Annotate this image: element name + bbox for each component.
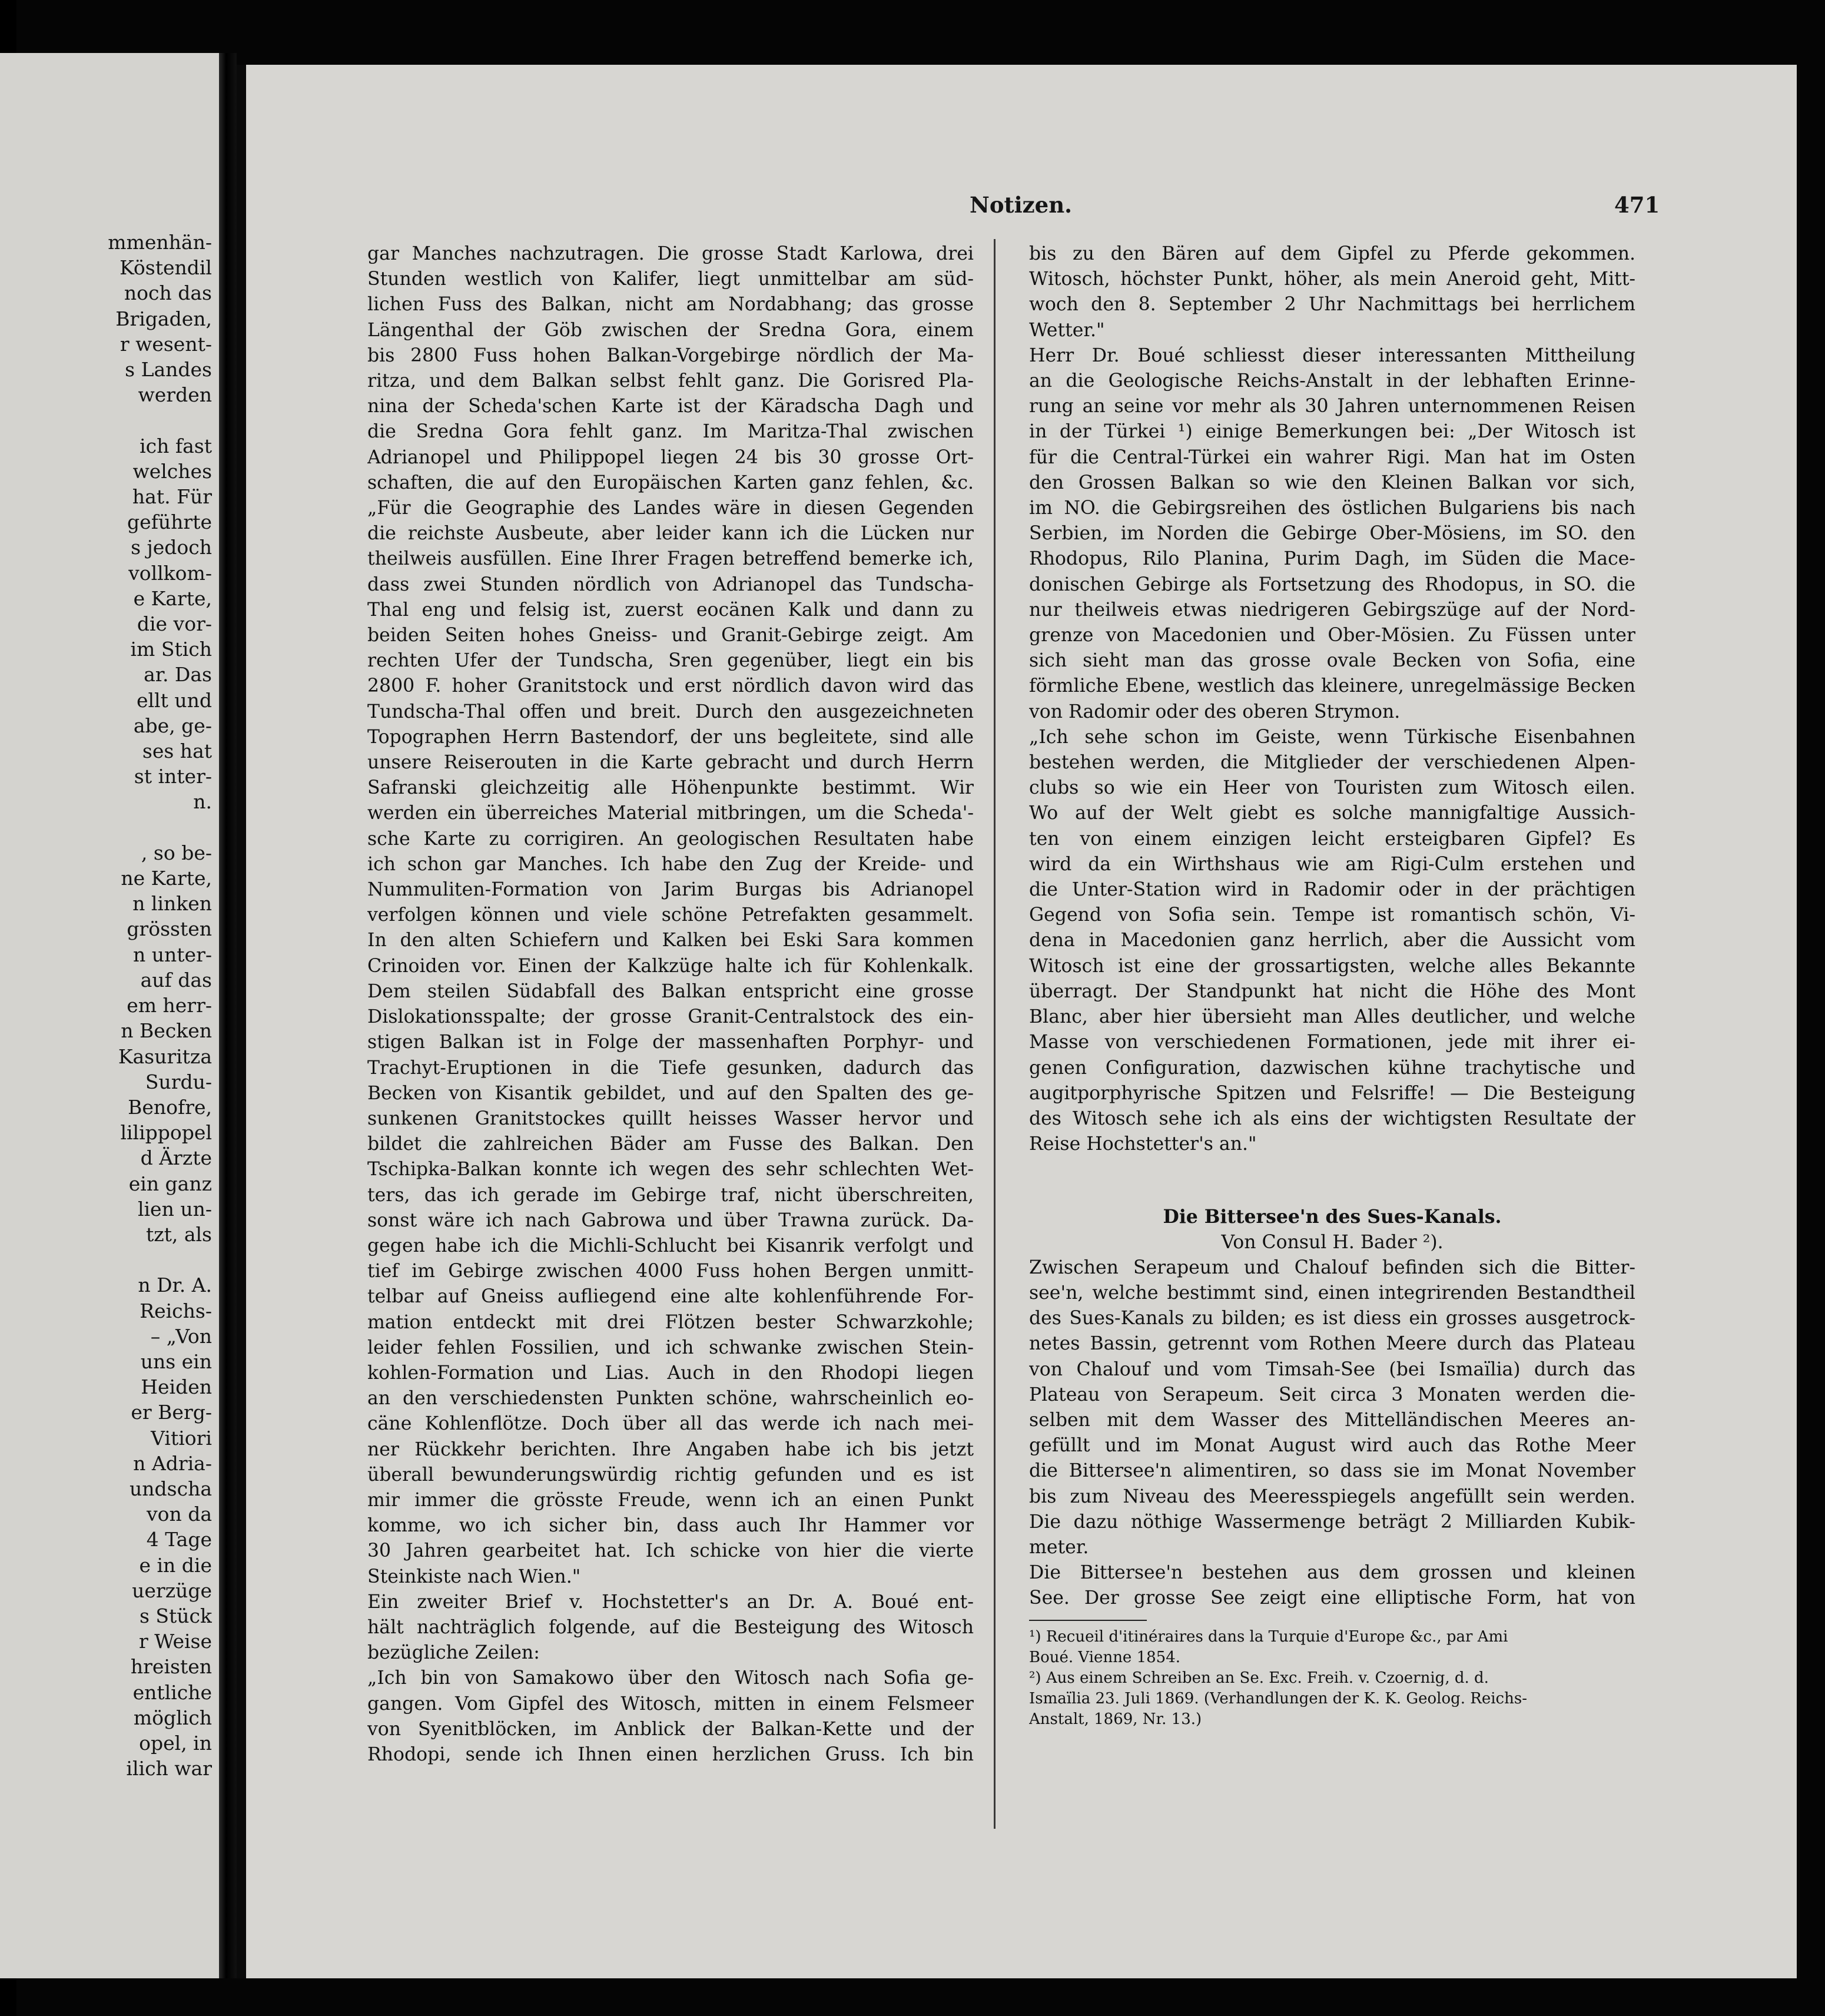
text-line: von Syenitblöcken, im Anblick der Balkan-Kette und der [367,1718,974,1740]
footnote-rule [1029,1620,1147,1621]
text-line: stigen Balkan ist in Folge der massenhaften Porphyr- und [367,1032,974,1053]
text-line: Zwischen Serapeum und Chalouf befinden sich die Bitter- [1029,1256,1635,1278]
text-line: Rhodopi, sende ich Ihnen einen herzlichen Gruss. Ich bin [367,1743,974,1765]
text-line: bildet die zahlreichen Bäder am Fusse des Balkan. Den [367,1133,974,1155]
facing-page-line: lilippopel [120,1121,212,1145]
footnote-line: Ismaïlia 23. Juli 1869. (Verhandlungen der K. K. Geolog. Reichs- [1029,1689,1527,1707]
text-line: gar Manches nachzutragen. Die grosse Stadt Karlowa, drei [367,243,974,264]
facing-page-line: hat. Für [132,485,212,509]
facing-page-line: n unter- [133,943,212,966]
facing-page-line: hreisten [130,1655,212,1679]
facing-page-line: er Berg- [131,1401,212,1424]
facing-page-line: im Stich [130,638,212,661]
facing-page-line: d Ärzte [140,1146,212,1170]
text-line: See. Der grosse See zeigt eine elliptische Form, hat von [1029,1587,1635,1609]
text-line: bezügliche Zeilen: [367,1642,540,1664]
text-line: die reichste Ausbeute, aber leider kann ich die Lücken nur [367,523,974,545]
document-page [237,65,1797,1978]
text-line: clubs so wie ein Heer von Touristen zum Witosch eilen. [1029,777,1635,799]
text-line: verfolgen können und viele schöne Petrefakten gesammelt. [367,904,974,926]
facing-page-line: tzt, als [145,1222,212,1246]
facing-page-line: uns ein [140,1349,212,1373]
text-line: Blanc, aber hier übersieht man Alles deutlicher, und welche [1029,1006,1635,1028]
text-line: Wo auf der Welt giebt es solche mannigfaltige Aussich- [1029,803,1635,824]
facing-page-line: ilich war [126,1757,212,1780]
facing-page-line: s jedoch [131,536,212,559]
facing-page-line: mmenhän- [108,231,212,254]
footnotes [1029,1627,1635,1730]
footnote-line: ¹) Recueil d'itinéraires dans la Turquie d'Europe &c., par Ami [1029,1627,1508,1646]
text-line: lichen Fuss des Balkan, nicht am Nordabhang; das grosse [367,294,974,316]
text-line: gangen. Vom Gipfel des Witosch, mitten in einem Felsmeer [367,1693,974,1715]
facing-page-line [0,815,212,840]
text-line: rechten Ufer der Tundscha, Sren gegenüber, liegt ein bis [367,650,974,672]
facing-page-line: uerzüge [132,1579,212,1602]
facing-page-line: die vor- [137,612,212,636]
facing-page-line: 4 Tage [146,1528,212,1551]
text-line: an die Geologische Reichs-Anstalt in der lebhaften Erinne- [1029,370,1635,392]
facing-page-line: n linken [132,892,212,916]
text-line: die Sredna Gora fehlt ganz. Im Maritza-Thal zwischen [367,421,974,443]
text-line: von Radomir oder des oberen Strymon. [1029,701,1401,722]
text-line: see'n, welche bestimmt sind, einen integrirenden Bestandtheil [1029,1282,1635,1304]
text-line: sonst wäre ich nach Gabrowa und über Trawna zurück. Da- [367,1209,974,1231]
page-header [237,192,1797,227]
text-line: beiden Seiten hohes Gneiss- und Granit-Gebirge zeigt. Am [367,625,974,646]
facing-page-line: ses hat [142,740,212,763]
text-line: donischen Gebirge als Fortsetzung des Rhodopus, in SO. die [1029,573,1635,595]
text-line: des Witosch sehe ich als eins der wichtigsten Resultate der [1029,1108,1635,1129]
facing-page-line: werden [138,383,212,407]
text-line: Steinkiste nach Wien." [367,1566,581,1587]
text-line: ten von einem einzigen leicht ersteigbaren Gipfel? Es [1029,828,1635,850]
text-line: an den verschiedensten Punkten schöne, wahrscheinlich eo- [367,1388,974,1410]
facing-page-line [0,407,212,433]
text-line: wird da ein Wirthshaus wie am Rigi-Culm erstehen und [1029,853,1635,875]
facing-page-line: n. [193,790,212,814]
text-line: netes Bassin, getrennt vom Rothen Meere durch das Plateau [1029,1333,1635,1355]
facing-page-line: , so be- [141,841,212,864]
text-line: Die dazu nöthige Wassermenge beträgt 2 Milliarden Kubik- [1029,1511,1635,1533]
text-line: Wetter." [1029,319,1105,341]
facing-page-line: s Landes [125,358,212,382]
text-line: Nummuliten-Formation von Jarim Burgas bis Adrianopel [367,879,974,901]
text-line: kohlen-Formation und Lias. Auch in den Rhodopi liegen [367,1362,974,1384]
text-line: ritza, und dem Balkan selbst fehlt ganz. Die Gorisred Pla- [367,370,974,392]
book-gutter [219,53,237,1978]
facing-page-line: Kasuritza [118,1045,212,1068]
facing-page-line: e in die [139,1553,212,1577]
page-number: 471 [1614,192,1660,218]
text-line: Safranski gleichzeitig alle Höhenpunkte bestimmt. Wir [367,777,974,799]
text-line: Witosch ist eine der grossartigsten, welche alles Bekannte [1029,955,1635,977]
text-line: Ein zweiter Brief v. Hochstetter's an Dr. A. Boué ent- [367,1591,974,1613]
facing-page-line: auf das [140,968,212,992]
facing-page-line [0,1247,212,1272]
facing-page-line: ellt und [136,688,212,712]
footnote-line: Anstalt, 1869, Nr. 13.) [1029,1710,1202,1728]
text-line: des Sues-Kanals zu bilden; es ist diess ein grosses ausgetrock- [1029,1308,1635,1329]
facing-page-line: möglich [133,1706,212,1729]
text-line: Stunden westlich von Kalifer, liegt unmittelbar am süd- [367,268,974,290]
footnote-line: Boué. Vienne 1854. [1029,1648,1181,1666]
text-line: im NO. die Gebirgsreihen des östlichen Bulgariens bis nach [1029,498,1635,519]
text-line: Adrianopel und Philippopel liegen 24 bis 30 grosse Ort- [367,446,974,468]
text-line: sunkenen Granitstockes quillt heisses Wasser hervor und [367,1108,974,1129]
facing-page-line: Brigaden, [115,307,212,330]
article-body [1029,1255,1635,1612]
facing-page-line: welches [132,459,212,483]
facing-page-line: em herr- [127,994,212,1017]
facing-page-line: Köstendil [120,256,212,280]
text-line: ner Rückkehr berichten. Ihre Angaben habe ich bis jetzt [367,1438,974,1460]
text-line: Herr Dr. Boué schliesst dieser interessanten Mittheilung [1029,344,1635,366]
text-line: augitporphyrische Spitzen und Felsriffe! — Die Besteigung [1029,1082,1635,1104]
text-line: überall bewunderungswürdig richtig gefunden und es ist [367,1464,974,1486]
text-line: gefüllt und im Monat August wird auch das Rothe Meer [1029,1435,1635,1457]
facing-page-line: geführte [127,510,212,534]
facing-page-line: undscha [130,1477,212,1500]
facing-page-line: Surdu- [145,1070,212,1093]
text-line: mation entdeckt mit drei Flötzen bester Schwarzkohle; [367,1311,974,1333]
text-line: „Ich sehe schon im Geiste, wenn Türkische Eisenbahnen [1029,726,1635,748]
text-line: 30 Jahren gearbeitet hat. Ich schicke von hier die vierte [367,1540,974,1562]
facing-page-fragment [0,53,219,1978]
text-line: sich sieht man das grosse ovale Becken von Sofia, eine [1029,650,1635,672]
page-binding-edge [237,65,246,1978]
facing-page-line: vollkom- [128,561,212,585]
text-line: Thal eng und felsig ist, zuerst eocänen Kalk und dann zu [367,599,974,621]
text-line: Dem steilen Südabfall des Balkan entspricht eine grosse [367,980,974,1002]
text-line: überragt. Der Standpunkt hat nicht die Höhe des Mont [1029,980,1635,1002]
text-line: unsere Reiserouten in die Karte gebracht und durch Herrn [367,752,974,774]
text-line: bis zu den Bären auf dem Gipfel zu Pferde gekommen. [1029,243,1635,264]
text-line: von Chalouf und vom Timsah-See (bei Ismaïlia) durch das [1029,1358,1635,1380]
text-line: Rhodopus, Rilo Planina, Purim Dagh, im Süden die Mace- [1029,548,1635,570]
text-line: dass zwei Stunden nördlich von Adrianopel das Tundscha- [367,573,974,595]
facing-page-line: Reichs- [140,1299,212,1322]
running-head: Notizen. [970,192,1072,218]
text-line: genen Configuration, dazwischen kühne trachytische und [1029,1057,1635,1079]
text-line: die Bittersee'n alimentiren, so dass sie im Monat November [1029,1460,1635,1482]
facing-page-line: e Karte, [133,586,212,610]
facing-page-line: r wesent- [120,332,212,356]
text-line: Gegend von Sofia sein. Tempe ist romantisch schön, Vi- [1029,904,1635,926]
facing-page-text [0,230,212,1781]
text-line: Witosch, höchster Punkt, höher, als mein Aneroid geht, Mitt- [1029,268,1635,290]
column-divider [994,239,996,1829]
text-line: theilweis ausfüllen. Eine Ihrer Fragen betreffend bemerke ich, [367,548,974,570]
text-line: Serbien, im Norden die Gebirge Ober-Mösiens, im SO. den [1029,523,1635,545]
article-heading [1029,1204,1635,1255]
text-line: Reise Hochstetter's an." [1029,1133,1257,1155]
text-line: für die Central-Türkei ein wahrer Rigi. Man hat im Osten [1029,446,1635,468]
text-line: hält nachträglich folgende, auf die Besteigung des Witosch [367,1616,974,1638]
facing-page-line: ich fast [140,434,212,457]
text-line: werden ein überreiches Material mitbringen, um die Scheda'- [367,803,974,824]
article-title: Die Bittersee'n des Sues-Kanals. [1163,1206,1502,1228]
text-line: 2800 F. hoher Granitstock und erst nördlich davon wird das [367,675,974,697]
facing-page-line: Benofre, [128,1095,212,1119]
footnote-line: ²) Aus einem Schreiben an Se. Exc. Freih. v. Czoernig, d. d. [1029,1669,1489,1687]
facing-page-line: n Adria- [133,1451,212,1475]
text-column-left [367,241,974,1768]
facing-page-line: s Stück [139,1604,212,1627]
text-line: schaften, die auf den Europäischen Karten ganz fehlen, &c. [367,472,974,493]
text-line: telbar auf Gneiss aufliegend eine alte kohlenführende For- [367,1286,974,1308]
text-line: tief im Gebirge zwischen 4000 Fuss hohen Bergen unmitt- [367,1261,974,1282]
text-line: meter. [1029,1536,1089,1558]
text-line: Die Bittersee'n bestehen aus dem grossen und kleinen [1029,1562,1635,1584]
text-line: Tschipka-Balkan konnte ich wegen des sehr schlechten Wet- [367,1159,974,1181]
facing-page-line: von da [146,1503,212,1526]
text-line: bis 2800 Fuss hohen Balkan-Vorgebirge nördlich der Ma- [367,344,974,366]
text-line: Längenthal der Göb zwischen der Sredna Gora, einem [367,319,974,341]
text-line: ich schon gar Manches. Ich habe den Zug der Kreide- und [367,853,974,875]
facing-page-line: ne Karte, [121,867,212,890]
text-line: Tundscha-Thal offen und breit. Durch den ausgezeichneten [367,701,974,722]
text-line: Becken von Kisantik gebildet, und auf den Spalten des ge- [367,1082,974,1104]
text-line: „Ich bin von Samakowo über den Witosch nach Sofia ge- [367,1667,974,1689]
text-line: rung an seine vor mehr als 30 Jahren unternommenen Reisen [1029,396,1635,417]
text-line: Crinoiden vor. Einen der Kalkzüge halte ich für Kohlenkalk. [367,955,974,977]
text-line: nur theilweis etwas niedrigeren Gebirgszüge auf der Nord- [1029,599,1635,621]
text-line: cäne Kohlenflötze. Doch über all das werde ich nach mei- [367,1413,974,1435]
facing-page-line: entliche [132,1680,212,1704]
text-line: gegen habe ich die Michli-Schlucht bei Kisanrik verfolgt und [367,1235,974,1256]
facing-page-line: n Becken [121,1019,212,1043]
text-line: sche Karte zu corrigiren. An geologischen Resultaten habe [367,828,974,850]
text-line: Masse von verschiedenen Formationen, jede mit ihrer ei- [1029,1032,1635,1053]
text-line: bis zum Niveau des Meeresspiegels angefüllt sein werden. [1029,1486,1635,1507]
facing-page-line: ar. Das [144,663,212,687]
facing-page-line: opel, in [139,1731,212,1755]
facing-page-line: lien un- [137,1197,212,1221]
text-line: in der Türkei ¹) einige Bemerkungen bei: „Der Witosch ist [1029,421,1635,443]
facing-page-line: abe, ge- [133,714,212,737]
text-line: selben mit dem Wasser des Mittelländischen Meeres an- [1029,1409,1635,1431]
text-line: förmliche Ebene, westlich das kleinere, unregelmässige Becken [1029,675,1635,697]
text-line: woch den 8. September 2 Uhr Nachmittags bei herrlichem [1029,294,1635,316]
text-line: ters, das ich gerade im Gebirge traf, nicht überschreiten, [367,1184,974,1206]
text-line: Trachyt-Eruptionen in die Tiefe gesunken, dadurch das [367,1057,974,1079]
boue-commentary [1029,241,1635,1157]
facing-page-line: r Weise [138,1630,212,1653]
article-byline: Von Consul H. Bader ²). [1221,1231,1444,1253]
text-line: Topographen Herrn Bastendorf, der uns begleitete, sind alle [367,726,974,748]
text-line: Plateau von Serapeum. Seit circa 3 Monaten werden die- [1029,1384,1635,1405]
text-line: die Unter-Station wird in Radomir oder in der prächtigen [1029,879,1635,901]
text-line: leider fehlen Fossilien, und ich schwanke zwischen Stein- [367,1337,974,1358]
text-line: den Grossen Balkan so wie den Kleinen Balkan vor sich, [1029,472,1635,493]
facing-page-line: ein ganz [128,1172,212,1195]
facing-page-line: Heiden [141,1375,212,1399]
text-line: nina der Scheda'schen Karte ist der Käradscha Dagh und [367,396,974,417]
text-line: dena in Macedonien ganz herrlich, aber die Aussicht vom [1029,930,1635,951]
text-line: Dislokationsspalte; der grosse Granit-Centralstock des ein- [367,1006,974,1028]
text-line: mir immer die grösste Freude, wenn ich an einen Punkt [367,1489,974,1511]
facing-page-line: Vitiori [151,1426,212,1450]
facing-page-line: noch das [124,281,212,305]
text-line: „Für die Geographie des Landes wäre in diesen Gegenden [367,498,974,519]
text-line: grenze von Macedonien und Ober-Mösien. Zu Füssen unter [1029,625,1635,646]
facing-page-line: n Dr. A. [138,1274,212,1297]
text-line: bestehen werden, die Mitglieder der verschiedenen Alpen- [1029,752,1635,774]
text-line: komme, wo ich sicher bin, dass auch Ihr Hammer vor [367,1515,974,1537]
facing-page-line: – „Von [150,1324,212,1348]
facing-page-line: st inter- [134,765,212,788]
facing-page-line: grössten [127,917,212,941]
text-column-right [1029,241,1635,1730]
text-line: In den alten Schiefern und Kalken bei Eski Sara kommen [367,930,974,951]
